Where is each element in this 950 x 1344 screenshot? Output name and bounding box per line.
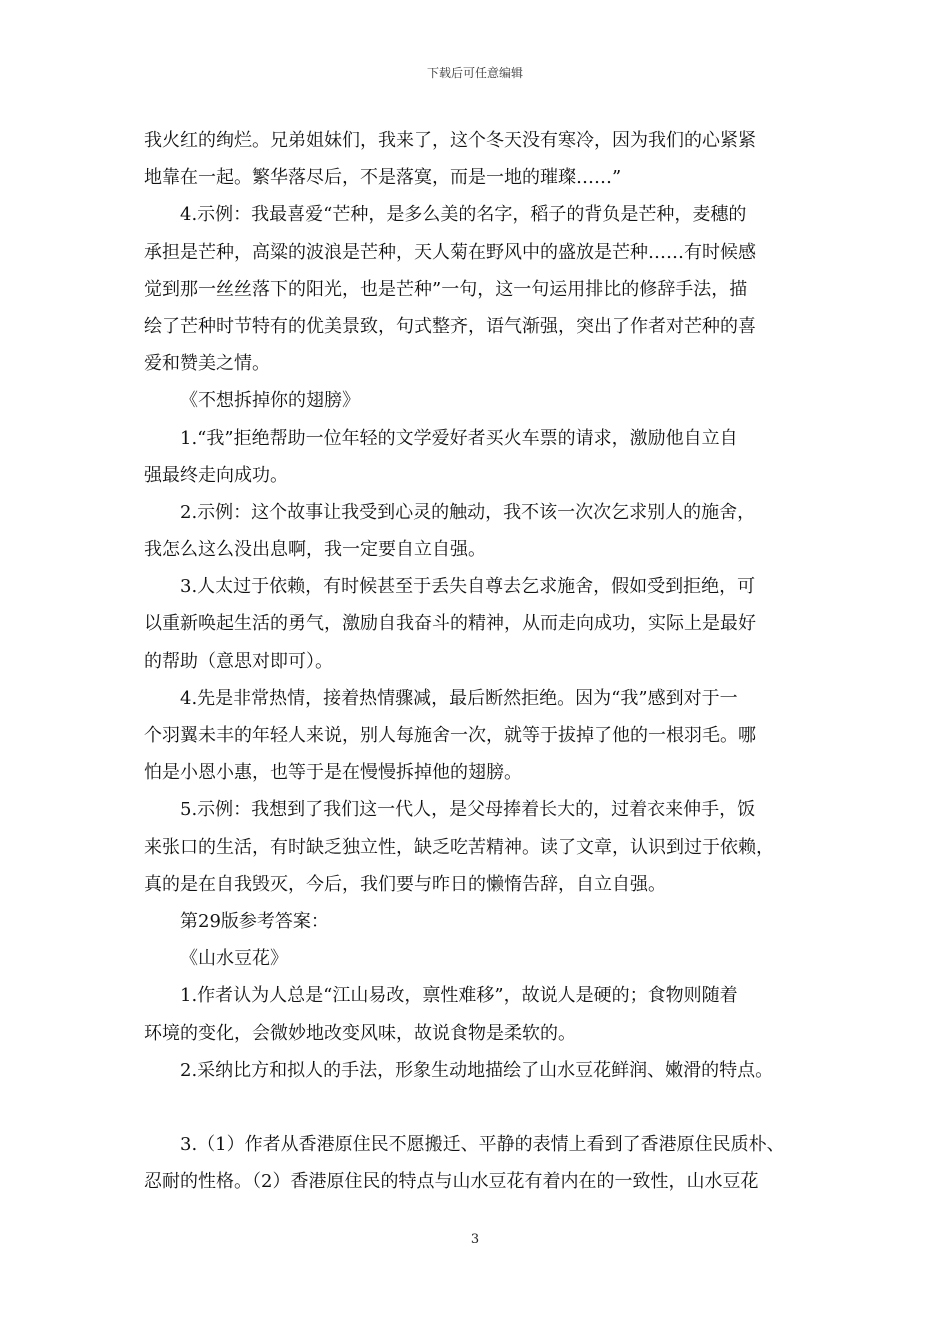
blank-line [144,1089,809,1126]
section-title: 《山水豆花》 [180,948,288,970]
text-line: 1.作者认为人总是“江山易改，禀性难移”，故说人是硬的；食物则随着 [180,985,738,1007]
text-line: 我怎么这么没出息啊，我一定要自立自强。 [144,539,486,561]
text-line: 爱和赞美之情。 [144,353,270,375]
text-line: 觉到那一丝丝落下的阳光，也是芒种”一句，这一句运用排比的修辞手法，描 [144,278,748,300]
text-line: 环境的变化，会微妙地改变风味，故说食物是柔软的。 [144,1022,576,1044]
text-line: 个羽翼未丰的年轻人来说，别人每施舍一次，就等于拔掉了他的一根羽毛。哪 [144,725,756,746]
text-line: 绘了芒种时节特有的优美景致，句式整齐，语气渐强，突出了作者对芒种的喜 [144,315,756,337]
text-line: 1.“我”拒绝帮助一位年轻的文学爱好者买火车票的请求，激励他自立自 [180,427,738,449]
section-title: 《不想拆掉你的翅膀》 [180,390,360,412]
text-line: 我火红的绚烂。兄弟姐妹们，我来了，这个冬天没有寒冷，因为我们的心紧紧 [144,130,756,151]
text-line: 3.（1）作者从香港原住民不愿搬迁、平静的表情上看到了香港原住民质朴、 [180,1134,785,1156]
document-body [144,122,809,1200]
text-line: 的帮助（意思对即可）。 [144,650,333,672]
text-line: 以重新唤起生活的勇气，激励自我奋斗的精神，从而走向成功，实际上是最好 [144,613,756,635]
section-heading: 第29版参考答案： [180,910,329,932]
page-number: 3 [470,1232,480,1247]
text-line: 承担是芒种，高粱的波浪是芒种，天人菊在野风中的盛放是芒种……有时候感 [144,241,756,263]
text-line: 2.示例：这个故事让我受到心灵的触动，我不该一次次乞求别人的施舍， [180,501,756,523]
text-line: 5.示例：我想到了我们这一代人，是父母捧着长大的，过着衣来伸手，饭 [180,799,756,821]
text-line: 来张口的生活，有时缺乏独立性，缺乏吃苦精神。读了文章，认识到过于依赖， [144,836,774,858]
text-line: 怕是小恩小惠，也等于是在慢慢拆掉他的翅膀。 [144,762,522,784]
page-header: 下载后可任意编辑 [426,66,523,80]
text-line: 4.先是非常热情，接着热情骤减，最后断然拒绝。因为“我”感到对于一 [180,687,738,709]
text-line: 地靠在一起。繁华落尽后，不是落寞，而是一地的璀璨……” [144,167,622,189]
text-line: 2.采纳比方和拟人的手法，形象生动地描绘了山水豆花鲜润、嫩滑的特点。 [180,1059,774,1081]
text-line: 3.人太过于依赖，有时候甚至于丢失自尊去乞求施舍，假如受到拒绝，可 [180,576,756,598]
text-line: 忍耐的性格。（2）香港原住民的特点与山水豆花有着内在的一致性，山水豆花 [144,1171,759,1193]
text-line: 真的是在自我毁灭，今后，我们要与昨日的懒惰告辞，自立自强。 [144,873,666,895]
text-line: 4.示例：我最喜爱“芒种，是多么美的名字，稻子的背负是芒种，麦穗的 [180,204,747,226]
text-line: 强最终走向成功。 [144,464,288,486]
